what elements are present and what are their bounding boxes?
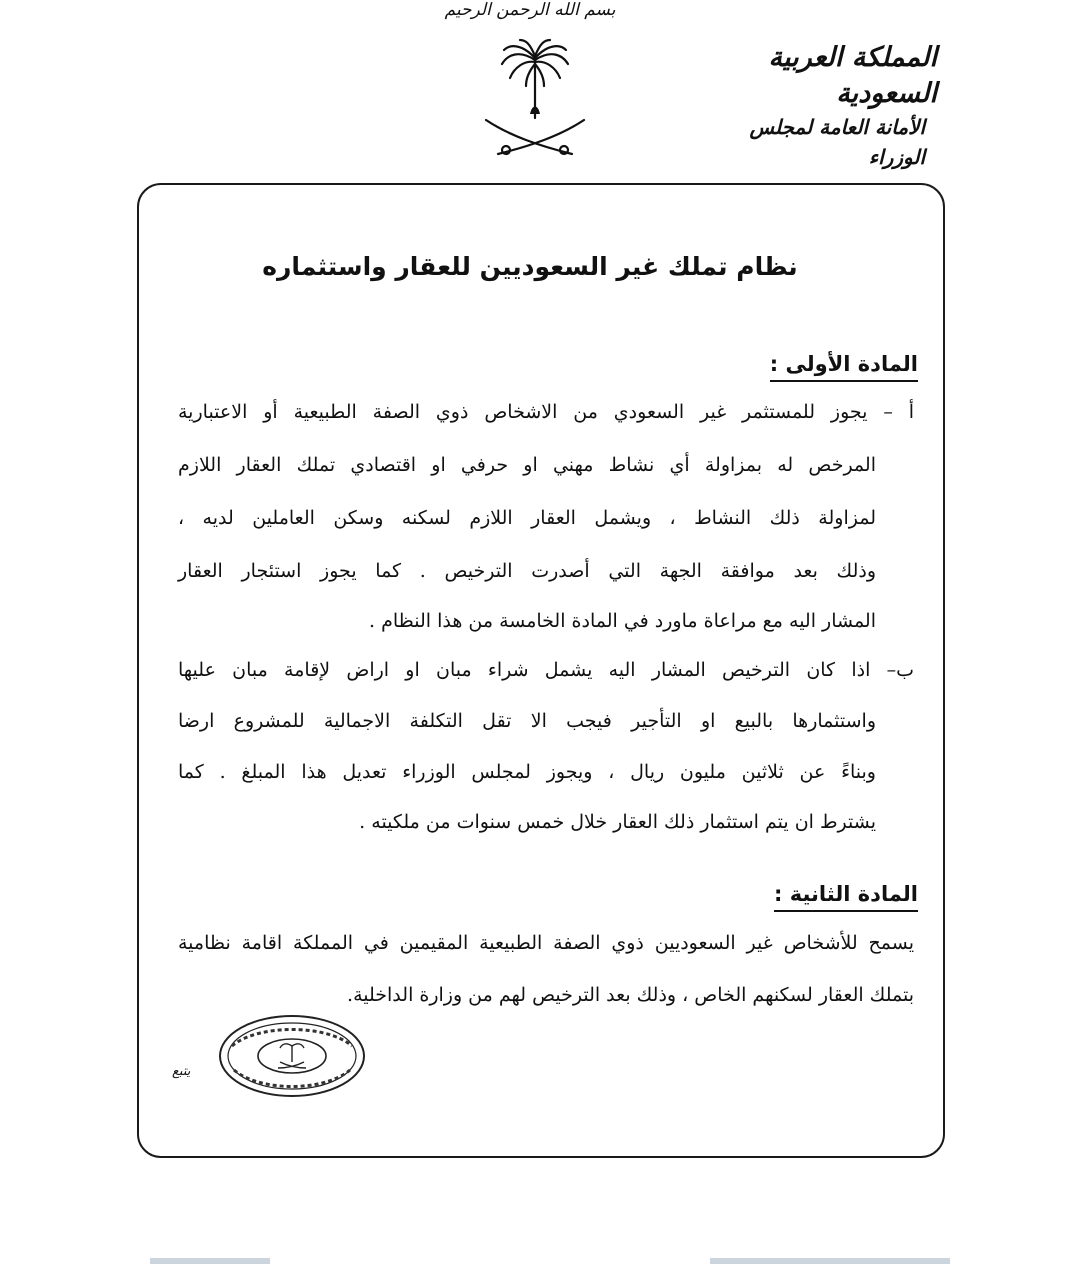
letterhead-office: الأمانة العامة لمجلس الوزراء [749, 115, 925, 169]
article-2-heading-text: المادة الثانية : [774, 882, 918, 912]
article-1-line: المرخص له بمزاولة أي نشاط مهني او حرفي او اقتصادي تملك العقار اللازم [178, 454, 876, 476]
footer-scan-mark [150, 1258, 270, 1264]
basmala: بسم الله الرحمن الرحيم [444, 0, 616, 20]
article-1-line: وبناءً عن ثلاثين مليون ريال ، ويجوز لمجلس الوزراء تعديل هذا المبلغ . كما [178, 761, 876, 783]
article-1-line: وذلك بعد موافقة الجهة التي أصدرت الترخيص . كما يجوز استئجار العقار [178, 560, 876, 582]
article-2-line: بتملك العقار لسكنهم الخاص ، وذلك بعد الترخيص لهم من وزارة الداخلية. [347, 984, 914, 1006]
article-1-line: أ – يجوز للمستثمر غير السعودي من الاشخاص ذوي الصفة الطبيعية أو الاعتبارية [178, 401, 914, 423]
palm-and-swords-emblem-icon [480, 38, 590, 163]
article-1-line: يشترط ان يتم استثمار ذلك العقار خلال خمس سنوات من ملكيته . [359, 811, 876, 833]
article-1-line: ب– اذا كان الترخيص المشار اليه يشمل شراء مبان او اراض لإقامة مبان عليها [178, 659, 914, 681]
document-title: نظام تملك غير السعوديين للعقار واستثماره [262, 252, 798, 281]
letterhead-country: المملكة العربية السعودية [768, 42, 937, 109]
article-1-heading-text: المادة الأولى : [770, 352, 918, 382]
article-1-line: لمزاولة ذلك النشاط ، ويشمل العقار اللازم لسكنه وسكن العاملين لديه ، [178, 507, 876, 529]
article-2-line: يسمح للأشخاص غير السعوديين ذوي الصفة الطبيعية المقيمين في المملكة اقامة نظامية [178, 932, 914, 954]
article-1-line: المشار اليه مع مراعاة ماورد في المادة الخامسة من هذا النظام . [369, 610, 876, 632]
letterhead [707, 40, 937, 172]
official-seal-icon [212, 1010, 367, 1100]
follows-note: يتبع [172, 1064, 191, 1079]
article-1-heading [770, 352, 918, 376]
footer-scan-mark [710, 1258, 950, 1264]
article-1-line: واستثمارها بالبيع او التأجير فيجب الا تقل التكلفة الاجمالية للمشروع ارضا [178, 710, 876, 732]
article-2-heading [774, 882, 918, 906]
